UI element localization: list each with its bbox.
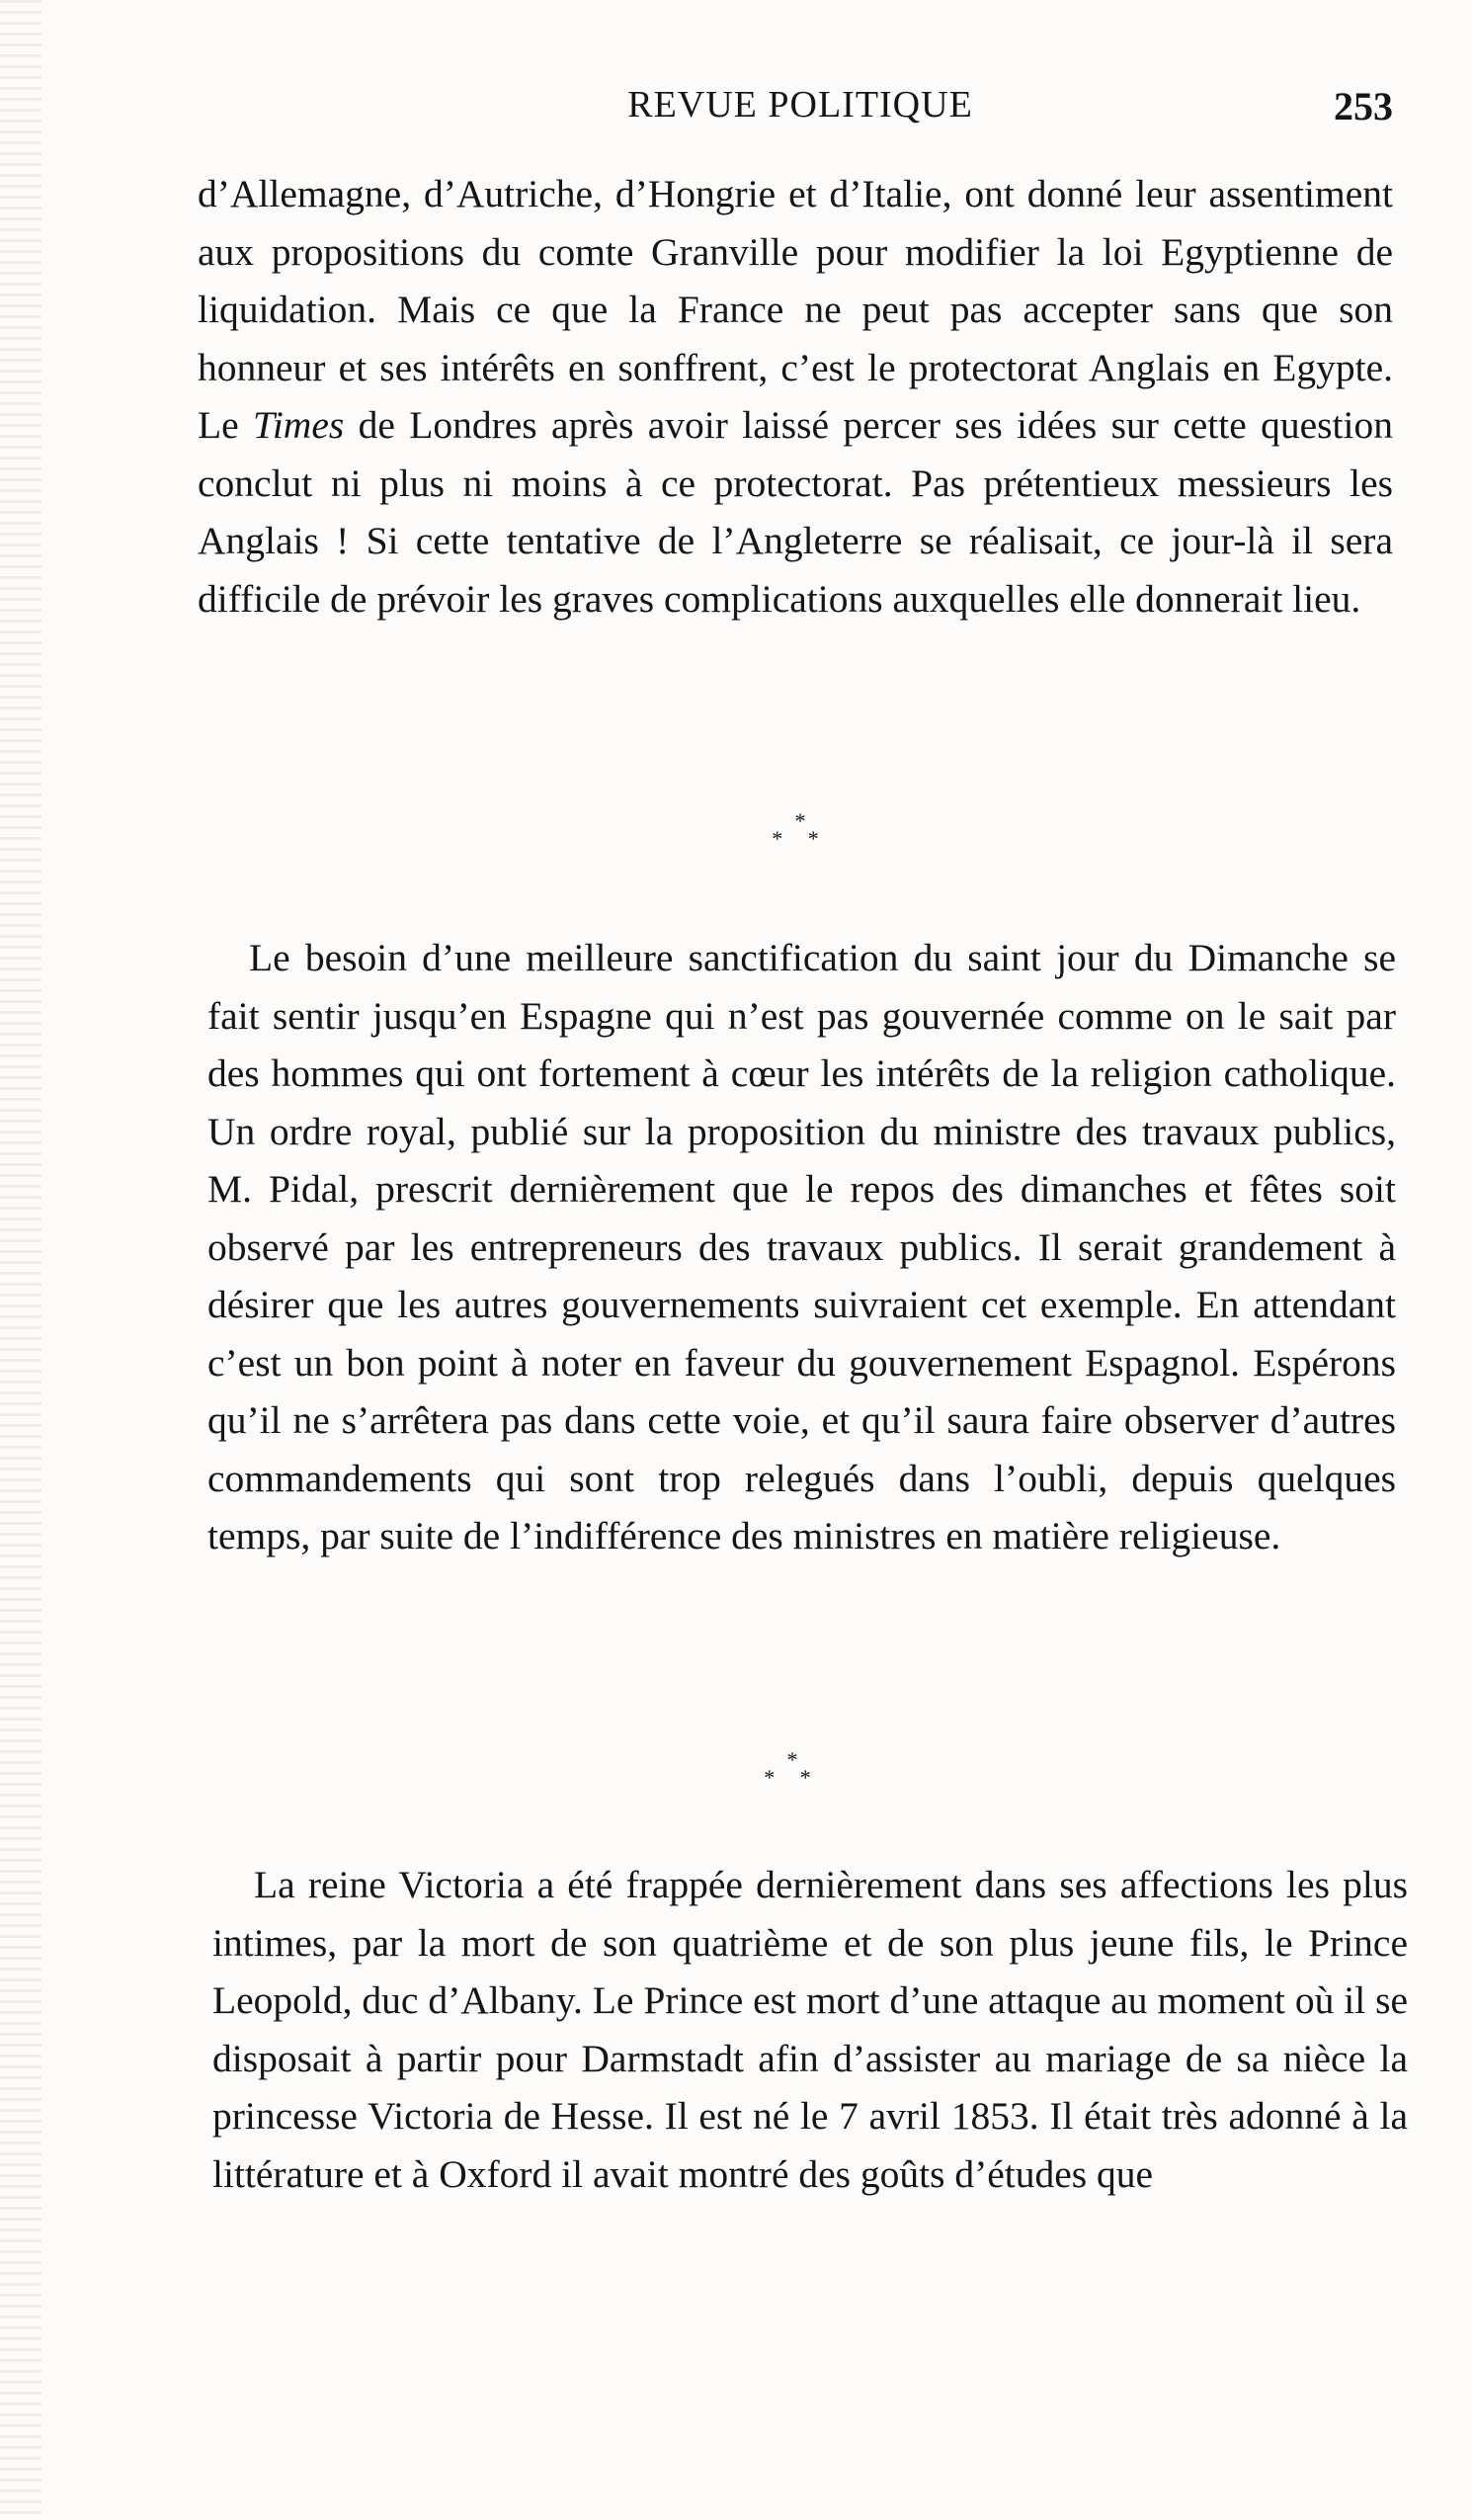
page-edge-shadow (0, 0, 41, 2520)
page-number: 253 (1334, 84, 1393, 128)
paragraph-egypt (198, 165, 1393, 628)
paragraph-prince-leopold (212, 1856, 1408, 2203)
asterism-top: * (786, 1747, 798, 1772)
asterism-bottom: * * (764, 1765, 821, 1790)
paragraph-text: d’Allemagne, d’Autriche, d’Hongrie et d’Italie, ont donné leur assentiment aux propositions du comte Granville pour modifier la loi Egyptienne de liquidation. Mais ce que la France ne peut pas accepter sans que son honneur et ses intérêts en sonffrent, c’est le protectorat Anglais en Egypte. Le (198, 172, 1393, 447)
asterism-bottom: * * (772, 826, 829, 851)
asterism-separator (753, 1747, 832, 1791)
running-title: REVUE POLITIQUE (627, 84, 973, 126)
newspaper-title: Times (253, 403, 345, 447)
paragraph-text: Le besoin d’une meilleure sanctification du saint jour du Dimanche se fait sentir jusqu’en Espagne qui n’est pas gouvernée comme on le sait par des hommes qui ont fortement à cœur les intérêts de la religion catholique. Un ordre royal, publié sur la proposition du ministre des travaux publics, M. Pidal, prescrit dernièrement que le repos des dimanches et fêtes soit observé par les entrepreneurs des travaux publics. Il serait grandement à désirer que les autres gouvernements suivraient cet exemple. En attendant c’est un bon point à noter en faveur du gouvernement Espagnol. Espérons qu’il ne s’arrêtera pas dans cette voie, et qu’il saura faire observer d’autres commandements qui sont trop relegués dans l’oubli, depuis quelques temps, par suite de l’indifférence des ministres en matière religieuse. (207, 936, 1396, 1557)
running-header (198, 83, 1393, 142)
asterism-top: * (794, 808, 806, 833)
paragraph-text: de Londres après avoir laissé percer ses idées sur cette question conclut ni plus ni moins à ce protectorat. Pas prétentieux messieurs les Anglais ! Si cette tentative de l’Angleterre se réalisait, ce jour-là il sera difficile de prévoir les graves complications auxquelles elle donnerait lieu. (198, 403, 1393, 621)
asterism-separator (761, 808, 840, 852)
paragraph-text: La reine Victoria a été frappée dernièrement dans ses affections les plus intimes, par la mort de son quatrième et de son plus jeune fils, le Prince Leopold, duc d’Albany. Le Prince est mort d’une attaque au moment où il se disposait à partir pour Darmstadt afin d’assister au mariage de sa nièce la princesse Victoria de Hesse. Il est né le 7 avril 1853. Il était très adonné à la littérature et à Oxford il avait montré des goûts d’études que (212, 1863, 1408, 2196)
paragraph-sunday-rest (207, 929, 1396, 1565)
